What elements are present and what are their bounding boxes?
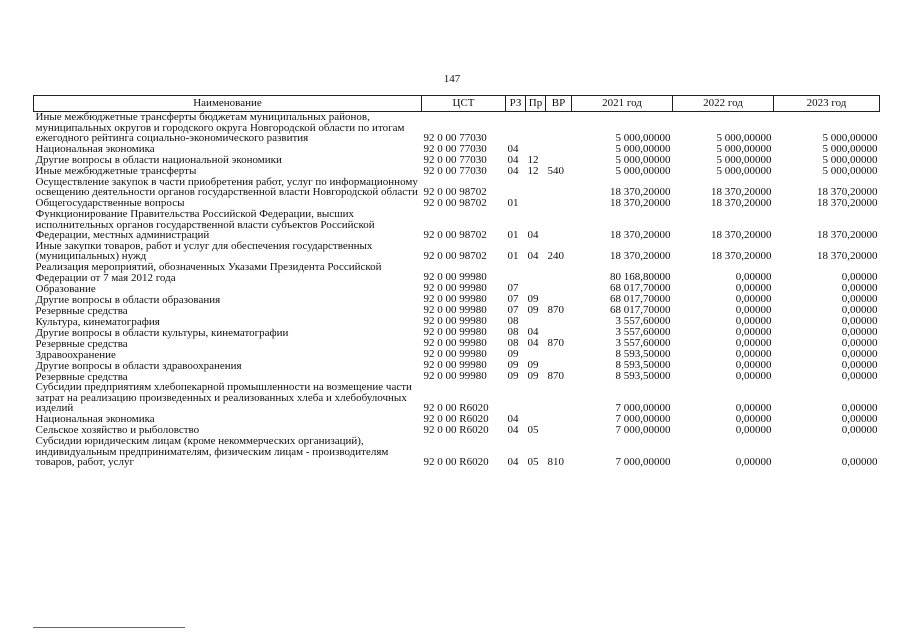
cell-vr: 810	[547, 455, 564, 468]
table-row	[34, 177, 880, 198]
cell-rz: 04	[507, 455, 519, 468]
cell-2022: 18 370,20000	[711, 196, 772, 209]
cell-cst: 92 0 00 99980	[423, 293, 487, 306]
cell-rz: 09	[507, 359, 519, 372]
cell-name: Национальная экономика	[35, 143, 155, 156]
cell-2022: 0,00000	[735, 455, 772, 468]
cell-2021: 8 593,50000	[615, 359, 671, 372]
cell-2021: 18 370,20000	[610, 185, 671, 198]
cell-cst: 92 0 00 77030	[423, 142, 487, 155]
cell-name: Культура, кинематография	[35, 315, 160, 328]
cell-cst: 92 0 00 99980	[423, 315, 487, 328]
page-number: 147	[443, 73, 461, 85]
col-header-2021: 2021 год	[572, 96, 673, 112]
cell-cst: 92 0 00 R6020	[423, 455, 489, 468]
cell-name: Резервные средства	[35, 370, 128, 383]
cell-2021: 18 370,20000	[610, 249, 671, 262]
cell-rz: 07	[507, 282, 519, 295]
cell-vr	[546, 198, 572, 209]
cell-2022: 5 000,00000	[716, 164, 772, 177]
cell-cst: 92 0 00 98702	[423, 228, 487, 241]
cell-2023: 18 370,20000	[817, 196, 878, 209]
cell-2021: 68 017,70000	[610, 282, 671, 295]
cell-vr	[546, 262, 572, 283]
cell-cst: 92 0 00 77030	[423, 131, 487, 144]
cell-rz	[506, 382, 526, 414]
cell-cst: 92 0 00 99980	[423, 359, 487, 372]
cell-rz	[506, 112, 526, 144]
col-header-rz: РЗ	[506, 96, 526, 112]
cell-2022: 0,00000	[735, 423, 772, 436]
cell-name: Резервные средства	[35, 337, 128, 350]
cell-2021: 5 000,00000	[615, 131, 671, 144]
cell-2021: 3 557,60000	[615, 315, 671, 328]
cell-rz: 01	[507, 249, 519, 262]
cell-2022: 0,00000	[735, 370, 772, 383]
cell-pr	[526, 177, 546, 198]
cell-pr: 05	[527, 423, 539, 436]
cell-2023: 0,00000	[841, 304, 878, 317]
cell-rz: 07	[507, 304, 519, 317]
cell-cst: 92 0 00 98702	[423, 249, 487, 262]
footer-rule	[33, 627, 185, 628]
col-header-2022: 2022 год	[673, 96, 774, 112]
cell-2023: 0,00000	[841, 315, 878, 328]
cell-cst: 92 0 00 99980	[423, 304, 487, 317]
cell-name: Другие вопросы в области культуры, кинематографии	[35, 326, 289, 339]
cell-pr	[526, 112, 546, 144]
cell-vr	[546, 144, 572, 155]
cell-2022: 5 000,00000	[716, 131, 772, 144]
cell-name: Функционирование Правительства Российской Федерации, высших исполнительных органов государственной власти субъектов Российской Федерации, местных администраций	[35, 207, 375, 242]
cell-2021: 7 000,00000	[615, 412, 671, 425]
cell-name: Иные межбюджетные трансферты	[35, 165, 197, 178]
cell-name: Иные закупки товаров, работ и услуг для обеспечения государственных (муниципальных) нужд	[35, 239, 373, 263]
cell-cst: 92 0 00 77030	[423, 164, 487, 177]
cell-2023: 0,00000	[841, 293, 878, 306]
cell-2021: 68 017,70000	[610, 293, 671, 306]
cell-vr: 240	[547, 249, 564, 262]
cell-2022: 0,00000	[735, 348, 772, 361]
cell-2023: 0,00000	[841, 271, 878, 284]
cell-rz: 04	[507, 142, 519, 155]
cell-name: Осуществление закупок в части приобретения работ, услуг по информационному освещению деятельности органов государственной власти Новгородской области	[35, 175, 418, 199]
cell-vr	[546, 414, 572, 425]
cell-pr	[526, 262, 546, 283]
cell-2023: 0,00000	[841, 370, 878, 383]
table-row	[34, 241, 880, 262]
cell-cst: 92 0 00 99980	[423, 370, 487, 383]
cell-pr: 09	[527, 304, 539, 317]
cell-2023: 0,00000	[841, 412, 878, 425]
cell-name: Общегосударственные вопросы	[35, 197, 185, 210]
cell-2023: 5 000,00000	[822, 142, 878, 155]
cell-cst: 92 0 00 99980	[423, 326, 487, 339]
cell-vr	[546, 112, 572, 144]
cell-rz: 09	[507, 370, 519, 383]
cell-2021: 68 017,70000	[610, 304, 671, 317]
cell-2022: 0,00000	[735, 271, 772, 284]
cell-vr	[546, 349, 572, 360]
cell-pr: 04	[527, 326, 539, 339]
cell-name: Другие вопросы в области здравоохранения	[35, 359, 242, 372]
cell-2023: 0,00000	[841, 348, 878, 361]
cell-2023: 18 370,20000	[817, 249, 878, 262]
cell-vr	[546, 177, 572, 198]
cell-2022: 18 370,20000	[711, 249, 772, 262]
cell-rz: 01	[507, 196, 519, 209]
cell-2021: 7 000,00000	[615, 423, 671, 436]
cell-cst: 92 0 00 R6020	[423, 401, 489, 414]
cell-pr: 09	[527, 293, 539, 306]
table-row	[34, 382, 880, 414]
cell-name: Сельское хозяйство и рыболовство	[35, 424, 200, 437]
cell-name: Иные межбюджетные трансферты бюджетам муниципальных районов, муниципальных округов и городского округа Новгородской области по итогам ежегодного рейтинга социально-экономического развития	[35, 111, 405, 145]
budget-table	[33, 95, 880, 468]
cell-rz: 08	[507, 337, 519, 350]
cell-name: Другие вопросы в области национальной экономики	[35, 154, 282, 167]
col-header-cst: ЦСТ	[422, 96, 506, 112]
cell-2023: 0,00000	[841, 401, 878, 414]
cell-2021: 5 000,00000	[615, 153, 671, 166]
cell-2021: 8 593,50000	[615, 370, 671, 383]
cell-2022: 0,00000	[735, 401, 772, 414]
cell-pr: 04	[527, 337, 539, 350]
cell-cst: 92 0 00 98702	[423, 185, 487, 198]
cell-cst: 92 0 00 99980	[423, 282, 487, 295]
cell-cst: 92 0 00 99980	[423, 271, 487, 284]
cell-2022: 18 370,20000	[711, 228, 772, 241]
col-header-vr: ВР	[546, 96, 572, 112]
table-row	[34, 112, 880, 144]
cell-2021: 18 370,20000	[610, 196, 671, 209]
cell-cst: 92 0 00 99980	[423, 337, 487, 350]
cell-2023: 18 370,20000	[817, 228, 878, 241]
cell-2022: 0,00000	[735, 293, 772, 306]
cell-pr: 12	[527, 164, 539, 177]
cell-rz: 09	[507, 348, 519, 361]
cell-2023: 0,00000	[841, 326, 878, 339]
cell-2021: 3 557,60000	[615, 326, 671, 339]
cell-2023: 5 000,00000	[822, 131, 878, 144]
cell-pr: 05	[527, 455, 539, 468]
cell-cst: 92 0 00 R6020	[423, 423, 489, 436]
cell-rz: 07	[507, 293, 519, 306]
cell-pr: 04	[527, 228, 539, 241]
cell-vr	[546, 316, 572, 327]
col-header-name: Наименование	[34, 96, 422, 112]
cell-2023: 5 000,00000	[822, 164, 878, 177]
cell-2023: 0,00000	[841, 455, 878, 468]
cell-2022: 0,00000	[735, 304, 772, 317]
cell-2022: 5 000,00000	[716, 142, 772, 155]
cell-rz: 08	[507, 326, 519, 339]
cell-2023: 18 370,20000	[817, 185, 878, 198]
cell-2022: 0,00000	[735, 326, 772, 339]
cell-2021: 7 000,00000	[615, 455, 671, 468]
cell-2021: 80 168,80000	[610, 271, 671, 284]
cell-cst: 92 0 00 99980	[423, 348, 487, 361]
cell-2021: 3 557,60000	[615, 337, 671, 350]
cell-name: Другие вопросы в области образования	[35, 293, 221, 306]
cell-cst: 92 0 00 R6020	[423, 412, 489, 425]
cell-pr	[526, 382, 546, 414]
cell-2022: 0,00000	[735, 412, 772, 425]
table-row	[34, 209, 880, 241]
table-row	[34, 262, 880, 283]
cell-2022: 0,00000	[735, 282, 772, 295]
cell-rz	[506, 262, 526, 283]
cell-2022: 18 370,20000	[711, 185, 772, 198]
cell-2022: 0,00000	[735, 315, 772, 328]
cell-vr: 870	[547, 370, 564, 383]
cell-rz: 04	[507, 412, 519, 425]
cell-pr: 04	[527, 249, 539, 262]
cell-2023: 0,00000	[841, 423, 878, 436]
cell-2021: 5 000,00000	[615, 164, 671, 177]
cell-name: Реализация мероприятий, обозначенных Указами Президента Российской Федерации от 7 мая 2012 года	[35, 260, 382, 284]
cell-rz	[506, 177, 526, 198]
cell-cst: 92 0 00 98702	[423, 196, 487, 209]
cell-2021: 5 000,00000	[615, 142, 671, 155]
cell-vr	[546, 425, 572, 436]
cell-2023: 5 000,00000	[822, 153, 878, 166]
col-header-pr: Пр	[526, 96, 546, 112]
cell-2021: 18 370,20000	[610, 228, 671, 241]
cell-2023: 0,00000	[841, 359, 878, 372]
cell-vr: 540	[547, 164, 564, 177]
cell-name: Резервные средства	[35, 304, 128, 317]
cell-2022: 0,00000	[735, 337, 772, 350]
cell-rz: 04	[507, 153, 519, 166]
cell-pr	[526, 198, 546, 209]
cell-vr	[546, 382, 572, 414]
cell-2021: 7 000,00000	[615, 401, 671, 414]
cell-2021: 8 593,50000	[615, 348, 671, 361]
cell-vr	[546, 209, 572, 241]
cell-pr: 09	[527, 370, 539, 383]
cell-rz: 04	[507, 423, 519, 436]
cell-vr	[546, 283, 572, 294]
table-header-row	[34, 96, 880, 112]
cell-2023: 0,00000	[841, 337, 878, 350]
col-header-2023: 2023 год	[774, 96, 880, 112]
table-row	[34, 436, 880, 468]
cell-pr: 09	[527, 359, 539, 372]
cell-name: Субсидии юридическим лицам (кроме некоммерческих организаций), индивидуальным предпринимателям, физическим лицам - производителям товаров, работ, услуг	[35, 434, 389, 469]
cell-rz: 04	[507, 164, 519, 177]
cell-vr: 870	[547, 304, 564, 317]
cell-2023: 0,00000	[841, 282, 878, 295]
cell-rz: 01	[507, 228, 519, 241]
cell-2022: 0,00000	[735, 359, 772, 372]
cell-pr: 12	[527, 153, 539, 166]
cell-name: Здравоохранение	[35, 348, 116, 361]
cell-name: Образование	[35, 282, 96, 295]
cell-2022: 5 000,00000	[716, 153, 772, 166]
cell-vr: 870	[547, 337, 564, 350]
cell-name: Национальная экономика	[35, 413, 155, 426]
table-body	[34, 112, 880, 468]
cell-cst: 92 0 00 77030	[423, 153, 487, 166]
cell-rz: 08	[507, 315, 519, 328]
cell-name: Субсидии предприятиям хлебопекарной промышленности на возмещение части затрат на реализацию произведенных и реализованных хлеба и хлебобулочных изделий	[35, 381, 412, 415]
